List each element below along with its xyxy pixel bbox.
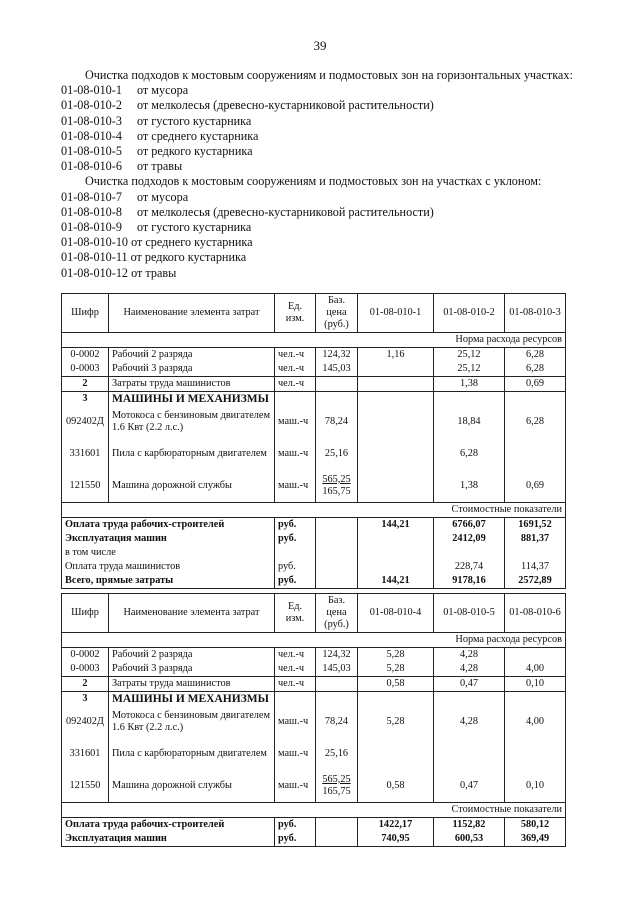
value-cell — [358, 470, 434, 502]
total-row — [62, 560, 566, 574]
row-name: Рабочий 3 разряда — [109, 662, 275, 677]
header-base-price: Баз. цена (руб.) — [316, 594, 358, 633]
value-cell: 6,28 — [505, 348, 566, 363]
row-unit: маш.-ч — [275, 438, 316, 470]
value-cell: 6,28 — [434, 438, 505, 470]
header-rate-code: 01-08-010-5 — [434, 594, 505, 633]
header-code: Шифр — [62, 294, 109, 333]
row-price: 565,25 — [322, 473, 351, 485]
value-cell: 228,74 — [434, 560, 505, 574]
value-cell: 4,28 — [434, 648, 505, 663]
value-cell: 600,53 — [434, 832, 505, 847]
total-row — [62, 574, 566, 589]
machines-section-row — [62, 392, 566, 407]
table-header-row — [62, 594, 566, 633]
table-row — [62, 377, 566, 392]
row-name: Рабочий 2 разряда — [109, 348, 275, 363]
row-code: 092402Д — [62, 406, 109, 438]
row-price: 565,25 — [322, 773, 351, 785]
total-name: Всего, прямые затраты — [62, 574, 275, 589]
work-code: 01-08-010-3 — [61, 113, 122, 128]
work-description: от среднего кустарника — [137, 128, 259, 143]
value-cell: 0,58 — [358, 677, 434, 692]
row-price: 124,32 — [316, 348, 358, 363]
value-cell: 0,47 — [434, 770, 505, 802]
table-row — [62, 662, 566, 677]
header-base-price: Баз. цена (руб.) — [316, 294, 358, 333]
work-item — [61, 235, 581, 250]
work-code: 01-08-010-5 — [61, 144, 122, 159]
row-code: 0-0003 — [62, 662, 109, 677]
row-name: Мотокоса с бензиновым двигателем 1.6 Квт (2.2 л.с.) — [109, 706, 275, 738]
total-unit: руб. — [275, 574, 316, 589]
value-cell: 1152,82 — [434, 817, 505, 832]
work-item — [61, 250, 581, 265]
page-number: 39 — [313, 38, 327, 53]
value-cell: 0,69 — [505, 377, 566, 392]
table-row — [62, 738, 566, 770]
value-cell — [358, 560, 434, 574]
total-row — [62, 832, 566, 847]
value-cell: 18,84 — [434, 406, 505, 438]
value-cell: 1691,52 — [505, 517, 566, 532]
work-list-horizontal — [61, 83, 581, 174]
work-description: от мусора — [137, 189, 189, 204]
row-code: 331601 — [62, 438, 109, 470]
value-cell — [358, 377, 434, 392]
table-row — [62, 706, 566, 738]
header-name: Наименование элемента затрат — [109, 294, 275, 333]
value-cell — [434, 546, 505, 560]
table-row — [62, 470, 566, 502]
table-row — [62, 648, 566, 663]
row-unit: маш.-ч — [275, 406, 316, 438]
value-cell: 5,28 — [358, 706, 434, 738]
work-item — [61, 114, 581, 129]
total-name: Эксплуатация машин — [62, 832, 275, 847]
cost-label: Стоимостные показатели — [358, 502, 566, 517]
value-cell: 144,21 — [358, 517, 434, 532]
work-item — [61, 98, 581, 113]
value-cell: 25,12 — [434, 348, 505, 363]
row-name: Рабочий 3 разряда — [109, 362, 275, 377]
row-name: Пила с карбюраторным двигателем — [109, 438, 275, 470]
work-item — [61, 220, 581, 235]
intro-heading-slope: Очистка подходов к мостовым сооружениям и подмостовых зон на участках с уклоном: — [85, 174, 542, 189]
value-cell: 1,38 — [434, 470, 505, 502]
header-rate-code: 01-08-010-6 — [505, 594, 566, 633]
row-price-secondary: 165,75 — [322, 785, 351, 797]
work-description: от редкого кустарника — [130, 250, 247, 265]
row-name: Затраты труда машинистов — [109, 377, 275, 392]
cost-subheader-row — [62, 802, 566, 817]
row-code: 121550 — [62, 770, 109, 802]
row-price-cell — [316, 470, 358, 502]
section-title: МАШИНЫ И МЕХАНИЗМЫ — [109, 692, 275, 707]
section-number: 3 — [62, 392, 109, 407]
total-name: Оплата труда машинистов — [62, 560, 275, 574]
total-unit: руб. — [275, 817, 316, 832]
value-cell: 4,00 — [505, 706, 566, 738]
intro-heading-horizontal: Очистка подходов к мостовым сооружениям и подмостовых зон на горизонтальных участках: — [85, 68, 573, 82]
value-cell: 580,12 — [505, 817, 566, 832]
row-price: 25,16 — [324, 748, 349, 759]
row-name: Пила с карбюраторным двигателем — [109, 738, 275, 770]
row-price: 78,24 — [324, 716, 349, 727]
table-row — [62, 406, 566, 438]
value-cell: 740,95 — [358, 832, 434, 847]
value-cell — [505, 738, 566, 770]
table-row — [62, 677, 566, 692]
norm-subheader-row — [62, 633, 566, 648]
value-cell: 0,10 — [505, 770, 566, 802]
value-cell: 5,28 — [358, 648, 434, 663]
value-cell: 0,47 — [434, 677, 505, 692]
work-description: от густого кустарника — [137, 113, 252, 128]
value-cell — [358, 738, 434, 770]
value-cell — [505, 648, 566, 663]
value-cell: 6766,07 — [434, 517, 505, 532]
work-item — [61, 190, 581, 205]
row-unit: чел.-ч — [275, 648, 316, 663]
total-name: в том числе — [62, 546, 275, 560]
value-cell — [358, 532, 434, 546]
row-code: 092402Д — [62, 706, 109, 738]
value-cell: 2412,09 — [434, 532, 505, 546]
value-cell: 25,12 — [434, 362, 505, 377]
work-code: 01-08-010-2 — [61, 98, 122, 113]
row-price: 124,32 — [316, 648, 358, 663]
section-title: МАШИНЫ И МЕХАНИЗМЫ — [109, 392, 275, 407]
work-item — [61, 266, 581, 281]
total-row — [62, 817, 566, 832]
total-name: Оплата труда рабочих-строителей — [62, 517, 275, 532]
work-description: от травы — [137, 159, 183, 174]
intro-text — [61, 68, 581, 281]
work-description: от густого кустарника — [137, 220, 252, 235]
work-item — [61, 83, 581, 98]
value-cell: 1,16 — [358, 348, 434, 363]
row-code: 0-0002 — [62, 348, 109, 363]
work-code: 01-08-010-4 — [61, 128, 122, 143]
work-description: от мелколесья (древесно-кустарниковой растительности) — [137, 204, 434, 219]
row-name: Затраты труда машинистов — [109, 677, 275, 692]
row-unit: маш.-ч — [275, 706, 316, 738]
row-price: 25,16 — [324, 448, 349, 459]
row-price-cell — [316, 738, 358, 770]
header-rate-code: 01-08-010-3 — [505, 294, 566, 333]
total-row — [62, 517, 566, 532]
work-code: 01-08-010-9 — [61, 220, 122, 235]
row-price — [316, 677, 358, 692]
value-cell: 114,37 — [505, 560, 566, 574]
work-code: 01-08-010-10 — [61, 235, 129, 250]
value-cell — [358, 546, 434, 560]
value-cell: 144,21 — [358, 574, 434, 589]
row-name: Машина дорожной службы — [109, 770, 275, 802]
table-row — [62, 362, 566, 377]
work-list-slope — [61, 190, 581, 281]
header-code: Шифр — [62, 594, 109, 633]
total-unit: руб. — [275, 517, 316, 532]
work-code: 01-08-010-12 — [61, 265, 129, 280]
work-code: 01-08-010-1 — [61, 83, 122, 98]
work-description: от мусора — [137, 83, 189, 98]
work-item — [61, 159, 581, 174]
value-cell — [505, 546, 566, 560]
work-description: от редкого кустарника — [137, 144, 253, 159]
table-row — [62, 770, 566, 802]
row-price-cell — [316, 706, 358, 738]
total-row — [62, 532, 566, 546]
value-cell — [358, 438, 434, 470]
row-unit: чел.-ч — [275, 677, 316, 692]
section-number: 3 — [62, 692, 109, 707]
row-code: 331601 — [62, 738, 109, 770]
total-unit: руб. — [275, 832, 316, 847]
value-cell: 1,38 — [434, 377, 505, 392]
work-description: от среднего кустарника — [131, 235, 253, 250]
value-cell: 0,58 — [358, 770, 434, 802]
row-unit: чел.-ч — [275, 377, 316, 392]
value-cell: 9178,16 — [434, 574, 505, 589]
total-unit: руб. — [275, 560, 316, 574]
value-cell: 2572,89 — [505, 574, 566, 589]
row-price-cell — [316, 770, 358, 802]
row-price: 78,24 — [324, 416, 349, 427]
resource-table-1 — [61, 293, 566, 589]
value-cell: 1422,17 — [358, 817, 434, 832]
value-cell: 6,28 — [505, 362, 566, 377]
total-unit — [275, 546, 316, 560]
header-rate-code: 01-08-010-4 — [358, 594, 434, 633]
table-header-row — [62, 294, 566, 333]
norm-subheader-row — [62, 333, 566, 348]
row-price: 145,03 — [316, 662, 358, 677]
row-code: 121550 — [62, 470, 109, 502]
cost-subheader-row — [62, 502, 566, 517]
row-price: 145,03 — [316, 362, 358, 377]
row-price-cell — [316, 406, 358, 438]
row-name: Рабочий 2 разряда — [109, 648, 275, 663]
work-code: 01-08-010-6 — [61, 159, 122, 174]
work-description: от мелколесья (древесно-кустарниковой растительности) — [137, 98, 434, 113]
value-cell: 4,28 — [434, 662, 505, 677]
value-cell — [505, 438, 566, 470]
work-item — [61, 129, 581, 144]
value-cell: 0,10 — [505, 677, 566, 692]
work-item — [61, 205, 581, 220]
value-cell — [358, 406, 434, 438]
header-unit: Ед. изм. — [275, 594, 316, 633]
total-name: Оплата труда рабочих-строителей — [62, 817, 275, 832]
table-row — [62, 348, 566, 363]
row-name: Машина дорожной службы — [109, 470, 275, 502]
norm-label: Норма расхода ресурсов — [358, 333, 566, 348]
header-unit: Ед. изм. — [275, 294, 316, 333]
total-unit: руб. — [275, 532, 316, 546]
total-row — [62, 546, 566, 560]
norm-label: Норма расхода ресурсов — [358, 633, 566, 648]
row-unit: чел.-ч — [275, 348, 316, 363]
value-cell — [434, 738, 505, 770]
row-code: 0-0003 — [62, 362, 109, 377]
header-rate-code: 01-08-010-1 — [358, 294, 434, 333]
cost-label: Стоимостные показатели — [358, 802, 566, 817]
row-code: 2 — [62, 677, 109, 692]
value-cell: 369,49 — [505, 832, 566, 847]
value-cell — [358, 362, 434, 377]
resource-table-2 — [61, 593, 566, 847]
value-cell: 6,28 — [505, 406, 566, 438]
row-unit: маш.-ч — [275, 770, 316, 802]
header-rate-code: 01-08-010-2 — [434, 294, 505, 333]
row-unit: чел.-ч — [275, 362, 316, 377]
work-description: от травы — [131, 265, 177, 280]
row-price — [316, 377, 358, 392]
row-name: Мотокоса с бензиновым двигателем 1.6 Квт (2.2 л.с.) — [109, 406, 275, 438]
row-unit: чел.-ч — [275, 662, 316, 677]
work-code: 01-08-010-7 — [61, 189, 122, 204]
table-row — [62, 438, 566, 470]
row-unit: маш.-ч — [275, 738, 316, 770]
work-item — [61, 144, 581, 159]
value-cell: 4,00 — [505, 662, 566, 677]
value-cell: 0,69 — [505, 470, 566, 502]
row-unit: маш.-ч — [275, 470, 316, 502]
value-cell: 4,28 — [434, 706, 505, 738]
row-code: 0-0002 — [62, 648, 109, 663]
work-code: 01-08-010-11 — [61, 250, 128, 265]
row-price-secondary: 165,75 — [322, 485, 351, 497]
machines-section-row — [62, 692, 566, 707]
row-code: 2 — [62, 377, 109, 392]
work-code: 01-08-010-8 — [61, 204, 122, 219]
total-name: Эксплуатация машин — [62, 532, 275, 546]
value-cell: 881,37 — [505, 532, 566, 546]
value-cell: 5,28 — [358, 662, 434, 677]
row-price-cell — [316, 438, 358, 470]
header-name: Наименование элемента затрат — [109, 594, 275, 633]
